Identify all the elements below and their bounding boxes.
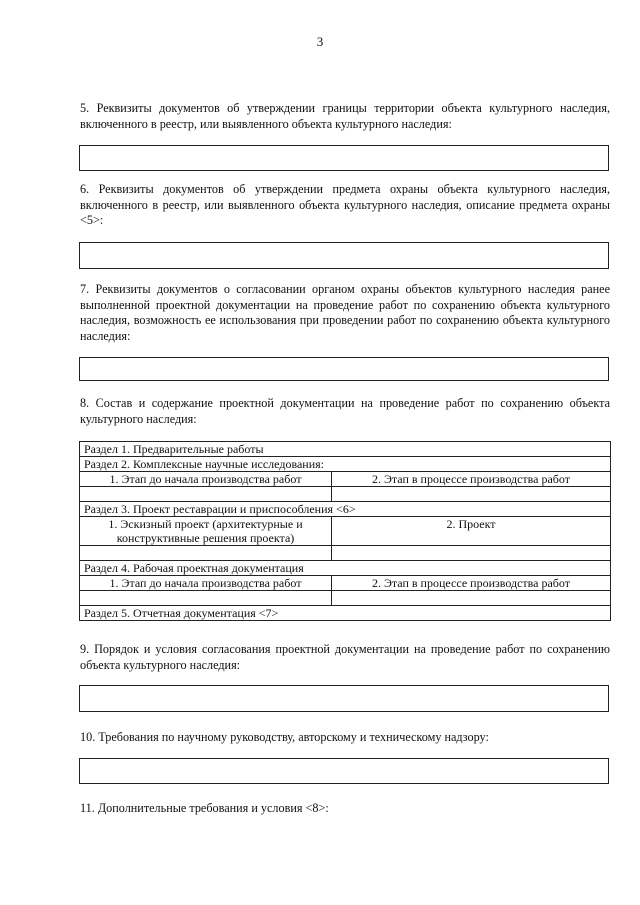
section-5-field[interactable] [79,145,609,171]
table-s2-stage-2-cell[interactable] [332,487,611,502]
table-s3-sketch-line1: 1. Эскизный проект (архитектурные и [108,517,303,531]
documentation-table [79,441,611,621]
table-s4-stage-2-cell[interactable] [332,591,611,606]
table-s3-sketch-cell[interactable] [80,546,332,561]
table-s3-sketch-line2: конструктивные решения проекта) [116,531,295,545]
section-10-text: 10. Требования по научному руководству, авторскому и техническому надзору: [80,730,489,744]
table-s4-stage-1-cell[interactable] [80,591,332,606]
table-section-1: Раздел 1. Предварительные работы [80,442,611,457]
table-section-5: Раздел 5. Отчетная документация <7> [80,606,611,621]
section-9-text: 9. Порядок и условия согласования проектной документации на проведение работ по сохранению объекта культурного наследия: [80,642,610,672]
section-6-text: 6. Реквизиты документов об утверждении предмета охраны объекта культурного наследия, включенного в реестр, или выявленного объекта культурного наследия, описание предмета охраны <5>: [80,182,610,228]
table-s2-stage-2: 2. Этап в процессе производства работ [332,472,611,487]
table-section-4: Раздел 4. Рабочая проектная документация [80,561,611,576]
section-8-text: 8. Состав и содержание проектной документации на проведение работ по сохранению объекта культурного наследия: [80,396,610,426]
page-number: 3 [316,34,324,49]
section-11-text: 11. Дополнительные требования и условия <8>: [80,801,329,815]
section-9-field[interactable] [79,685,609,712]
table-s3-project-cell[interactable] [332,546,611,561]
table-s3-sketch-project [80,517,332,546]
section-10-field[interactable] [79,758,609,784]
table-s3-project: 2. Проект [332,517,611,546]
table-s2-stage-1-cell[interactable] [80,487,332,502]
table-s4-stage-2: 2. Этап в процессе производства работ [332,576,611,591]
table-section-2: Раздел 2. Комплексные научные исследования: [80,457,611,472]
section-7-text: 7. Реквизиты документов о согласовании органом охраны объектов культурного наследия ранее выполненной проектной документации на проведение работ по сохранению объекта культурного наследия, возможность ее использования при проведении работ по сохранению объекта культурного наследия: [80,282,610,343]
table-s4-stage-1: 1. Этап до начала производства работ [80,576,332,591]
section-6-field[interactable] [79,242,609,269]
table-s2-stage-1: 1. Этап до начала производства работ [80,472,332,487]
section-5-text: 5. Реквизиты документов об утверждении границы территории объекта культурного наследия, включенного в реестр, или выявленного объекта культурного наследия: [80,101,610,131]
section-7-field[interactable] [79,357,609,381]
table-section-3: Раздел 3. Проект реставрации и приспособления <6> [80,502,611,517]
